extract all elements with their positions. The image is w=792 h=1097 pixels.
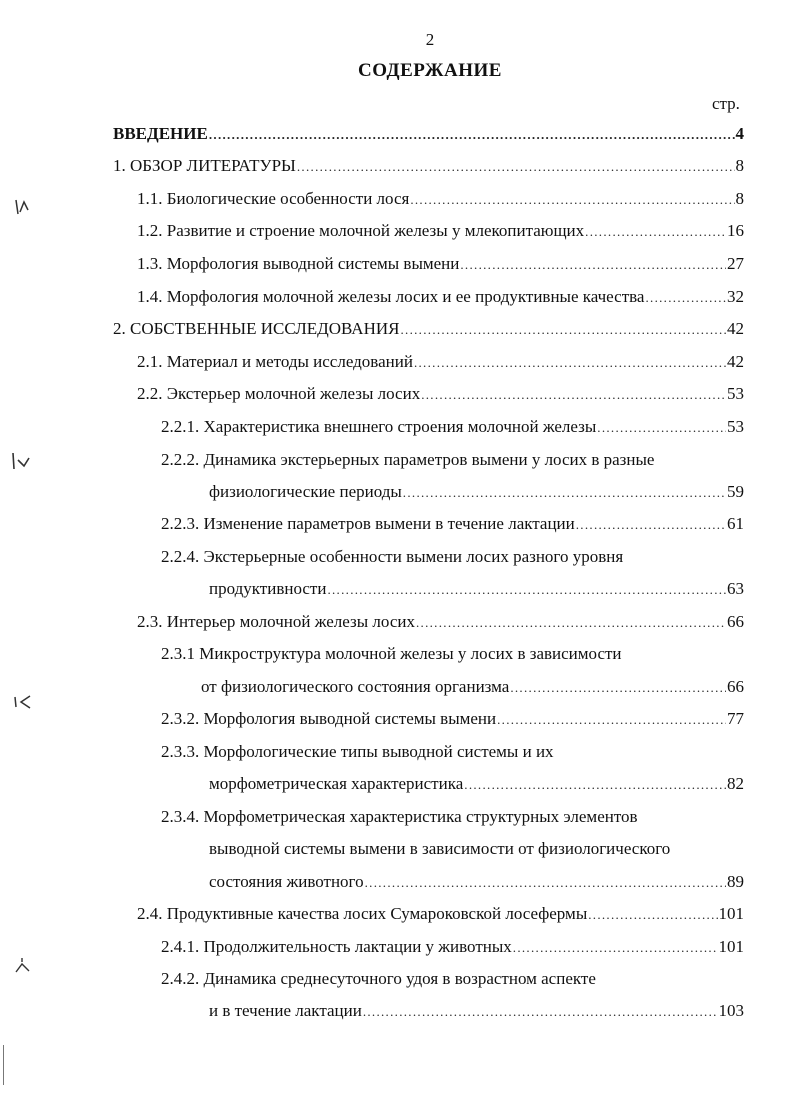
toc-entry-page: 101 xyxy=(718,937,744,956)
toc-entry-s2-2-3[interactable] xyxy=(161,514,744,538)
toc-entry-s1-1[interactable] xyxy=(137,189,744,213)
toc-entry-page: 66 xyxy=(727,612,744,631)
toc-entry-s2-3-1-line1: 2.3.1 Микроструктура молочной железы у лосих в зависимости xyxy=(161,644,622,663)
page-column-label: стр. xyxy=(712,94,740,113)
toc-entry-text: 2.2.3. Изменение параметров вымени в течение лактации xyxy=(161,514,575,533)
toc-entry-page: 27 xyxy=(727,254,744,273)
toc-entry-s2-3-1[interactable] xyxy=(201,677,744,701)
page-title: СОДЕРЖАНИЕ xyxy=(358,60,502,81)
toc-leader-dots xyxy=(403,485,726,501)
toc-leader-dots xyxy=(460,257,726,273)
toc-entry-text: 1.2. Развитие и строение молочной железы у млекопитающих xyxy=(137,221,585,240)
toc-entry-page: 42 xyxy=(727,319,744,338)
toc-entry-text: морфометрическая характеристика xyxy=(209,774,464,793)
toc-leader-dots xyxy=(363,1004,718,1020)
toc-entry-text: 2.3.2. Морфология выводной системы вымени xyxy=(161,709,497,728)
toc-entry-s2-3-4[interactable] xyxy=(209,872,744,896)
toc-entry-text: состояния животного xyxy=(209,872,364,891)
toc-entry-text: 1.3. Морфология выводной системы вымени xyxy=(137,254,460,273)
toc-leader-dots xyxy=(588,907,717,923)
toc-entry-s2-1[interactable] xyxy=(137,352,744,376)
toc-entry-page: 61 xyxy=(727,514,744,533)
toc-leader-dots xyxy=(513,940,718,956)
toc-entry-page: 53 xyxy=(727,384,744,403)
toc-entry-page: 66 xyxy=(727,677,744,696)
toc-leader-dots xyxy=(365,875,726,891)
toc-entry-text: 2. СОБСТВЕННЫЕ ИССЛЕДОВАНИЯ xyxy=(113,319,400,338)
margin-mark-3 xyxy=(12,693,34,711)
toc-entry-s1-3[interactable] xyxy=(137,254,744,278)
toc-entry-s2-3-4-line1: 2.3.4. Морфометрическая характеристика структурных элементов xyxy=(161,807,638,826)
page-number: 2 xyxy=(425,30,435,49)
toc-entry-s2-2-2-line1: 2.2.2. Динамика экстерьерных параметров вымени у лосих в разные xyxy=(161,450,655,469)
toc-entry-s2-2-4-line1: 2.2.4. Экстерьерные особенности вымени лосих разного уровня xyxy=(161,547,624,566)
toc-entry-s2-3-4-line2: выводной системы вымени в зависимости от физиологического xyxy=(209,839,671,858)
toc-entry-s2-3-2[interactable] xyxy=(161,709,744,733)
scan-edge-line xyxy=(3,1045,4,1085)
toc-entry-text: ВВЕДЕНИЕ xyxy=(113,124,208,143)
toc-entry-page: 53 xyxy=(727,417,744,436)
toc-entry-s2-4-1[interactable] xyxy=(161,937,744,961)
toc-entry-s2-4[interactable] xyxy=(137,904,744,928)
toc-leader-dots xyxy=(585,224,726,240)
toc-entry-s1[interactable] xyxy=(113,156,744,180)
margin-mark-4 xyxy=(12,956,34,976)
toc-entry-page: 82 xyxy=(727,774,744,793)
toc-leader-dots xyxy=(576,517,726,533)
toc-entry-text: 2.3. Интерьер молочной железы лосих xyxy=(137,612,415,631)
toc-entry-text: 2.1. Материал и методы исследований xyxy=(137,352,413,371)
margin-mark-1 xyxy=(12,196,34,218)
toc-entry-s2-3-3[interactable] xyxy=(209,774,744,798)
toc-entry-text: от физиологического состояния организма xyxy=(201,677,510,696)
margin-mark-2 xyxy=(10,450,34,472)
toc-entry-s2-2-4[interactable] xyxy=(209,579,744,603)
toc-entry-s2-2-2[interactable] xyxy=(209,482,744,506)
toc-entry-page: 103 xyxy=(718,1001,744,1020)
toc-leader-dots xyxy=(327,582,726,598)
toc-leader-dots xyxy=(400,322,726,338)
toc-leader-dots xyxy=(421,387,726,403)
toc-entry-page: 42 xyxy=(727,352,744,371)
toc-entry-page: 4 xyxy=(735,124,744,143)
toc-leader-dots xyxy=(645,290,726,306)
toc-entry-text: 1.4. Морфология молочной железы лосих и ее продуктивные качества xyxy=(137,287,645,306)
toc-leader-dots xyxy=(414,355,726,371)
toc-leader-dots xyxy=(209,127,735,143)
toc-entry-s2-3-3-line1: 2.3.3. Морфологические типы выводной системы и их xyxy=(161,742,554,761)
toc-leader-dots xyxy=(597,420,726,436)
toc-leader-dots xyxy=(297,159,735,175)
toc-entry-text: физиологические периоды xyxy=(209,482,402,501)
toc-entry-text: 1. ОБЗОР ЛИТЕРАТУРЫ xyxy=(113,156,296,175)
toc-entry-text: продуктивности xyxy=(209,579,327,598)
toc-entry-s1-4[interactable] xyxy=(137,287,744,311)
toc-entry-page: 101 xyxy=(718,904,744,923)
toc-entry-page: 59 xyxy=(727,482,744,501)
toc-entry-page: 63 xyxy=(727,579,744,598)
toc-leader-dots xyxy=(510,680,726,696)
toc-entry-s2-4-2-line1: 2.4.2. Динамика среднесуточного удоя в возрастном аспекте xyxy=(161,969,596,988)
toc-entry-page: 8 xyxy=(735,156,744,175)
toc-entry-s2[interactable] xyxy=(113,319,744,343)
toc-entry-page: 32 xyxy=(727,287,744,306)
toc-entry-s2-4-2[interactable] xyxy=(209,1001,744,1025)
toc-entry-s2-2-1[interactable] xyxy=(161,417,744,441)
toc-entry-text: 2.4.1. Продолжительность лактации у животных xyxy=(161,937,512,956)
toc-leader-dots xyxy=(464,777,726,793)
toc-entry-page: 89 xyxy=(727,872,744,891)
toc-entry-text: 2.2. Экстерьер молочной железы лосих xyxy=(137,384,421,403)
toc-leader-dots xyxy=(410,192,734,208)
toc-entry-page: 77 xyxy=(727,709,744,728)
toc-entry-s2-3[interactable] xyxy=(137,612,744,636)
toc-entry-text: 1.1. Биологические особенности лося xyxy=(137,189,410,208)
toc-leader-dots xyxy=(497,712,726,728)
toc-entry-s1-2[interactable] xyxy=(137,221,744,245)
toc-entry-text: 2.2.1. Характеристика внешнего строения молочной железы xyxy=(161,417,597,436)
toc-entry-text: и в течение лактации xyxy=(209,1001,362,1020)
toc-entry-page: 8 xyxy=(735,189,744,208)
toc-leader-dots xyxy=(416,615,726,631)
toc-entry-page: 16 xyxy=(727,221,744,240)
toc-entry-intro[interactable] xyxy=(113,124,744,148)
toc-entry-s2-2[interactable] xyxy=(137,384,744,408)
toc-entry-text: 2.4. Продуктивные качества лосих Сумароковской лосефермы xyxy=(137,904,588,923)
